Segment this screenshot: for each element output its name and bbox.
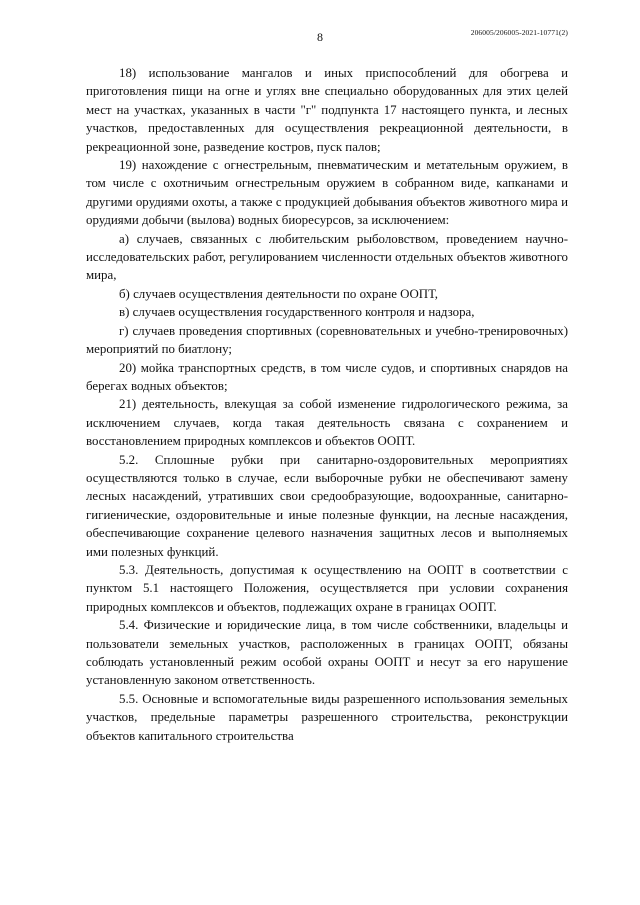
paragraph-item-20: 20) мойка транспортных средств, в том числе судов, и спортивных снарядов на берегах водных объектов; — [86, 360, 568, 393]
paragraph-5-3: 5.3. Деятельность, допустимая к осуществлению на ООПТ в соответствии с пунктом 5.1 настоящего Положения, осуществляется при условии сохранения природных комплексов и объектов, подлежащих охране в границах ООПТ. — [86, 562, 568, 614]
paragraph-item-18: 18) использование мангалов и иных приспособлений для обогрева и приготовления пищи на огне и углях вне специально оборудованных для этих целей мест на участках, указанных в части "г" подпункта 17 настоящего пункта, и лесных участков, предоставленных для осуществления рекреационной деятельности, в рекреационной зоне, разведение костров, пуск палов; — [86, 66, 568, 154]
paragraph-5-5: 5.5. Основные и вспомогательные виды разрешенного использования земельных участков, предельные параметры разрешенного строительства, реконструкции объектов капитального строительства — [86, 691, 568, 743]
page-number: 8 — [317, 30, 323, 44]
paragraph-item-21: 21) деятельность, влекущая за собой изменение гидрологического режима, за исключением случаев, когда такая деятельность связана с сохранением и восстановлением природных комплексов и объектов ООПТ. — [86, 397, 568, 449]
paragraph-subitem-g: г) случаев проведения спортивных (соревновательных и учебно-тренировочных) мероприятий по биатлону; — [86, 323, 568, 357]
paragraph-subitem-v: в) случаев осуществления государственного контроля и надзора, — [119, 305, 475, 320]
document-body — [86, 64, 568, 745]
paragraph-5-2: 5.2. Сплошные рубки при санитарно-оздоровительных мероприятиях осуществляются только в случае, если выборочные рубки не обеспечивают замену лесных насаждений, утративших свои средообразующие, водоохранные, санитарно-гигиенические, оздоровительные и иные полезные функции, на лесные насаждения, обеспечивающие сохранение целевого назначения защитных лесов и выполняемых ими полезных функций. — [86, 452, 568, 559]
paragraph-subitem-a: а) случаев, связанных с любительским рыболовством, проведением научно-исследовательских работ, регулированием численности отдельных объектов животного мира, — [86, 231, 568, 283]
paragraph-item-19: 19) нахождение с огнестрельным, пневматическим и метательным оружием, в том числе с охотничьим огнестрельным оружием в собранном виде, капканами и другими орудиями охоты, а также с продукцией добывания объектов животного мира и орудиями добычи (вылова) водных биоресурсов, за исключением: — [86, 158, 568, 228]
paragraph-5-4: 5.4. Физические и юридические лица, в том числе собственники, владельцы и пользователи земельных участков, расположенных в границах ООПТ, обязаны соблюдать установленный режим особой охраны ООПТ и несут за его нарушение установленную законом ответственность. — [86, 618, 568, 688]
document-id: 206005/206005-2021-10771(2) — [470, 28, 568, 37]
paragraph-subitem-b: б) случаев осуществления деятельности по охране ООПТ, — [119, 286, 438, 301]
